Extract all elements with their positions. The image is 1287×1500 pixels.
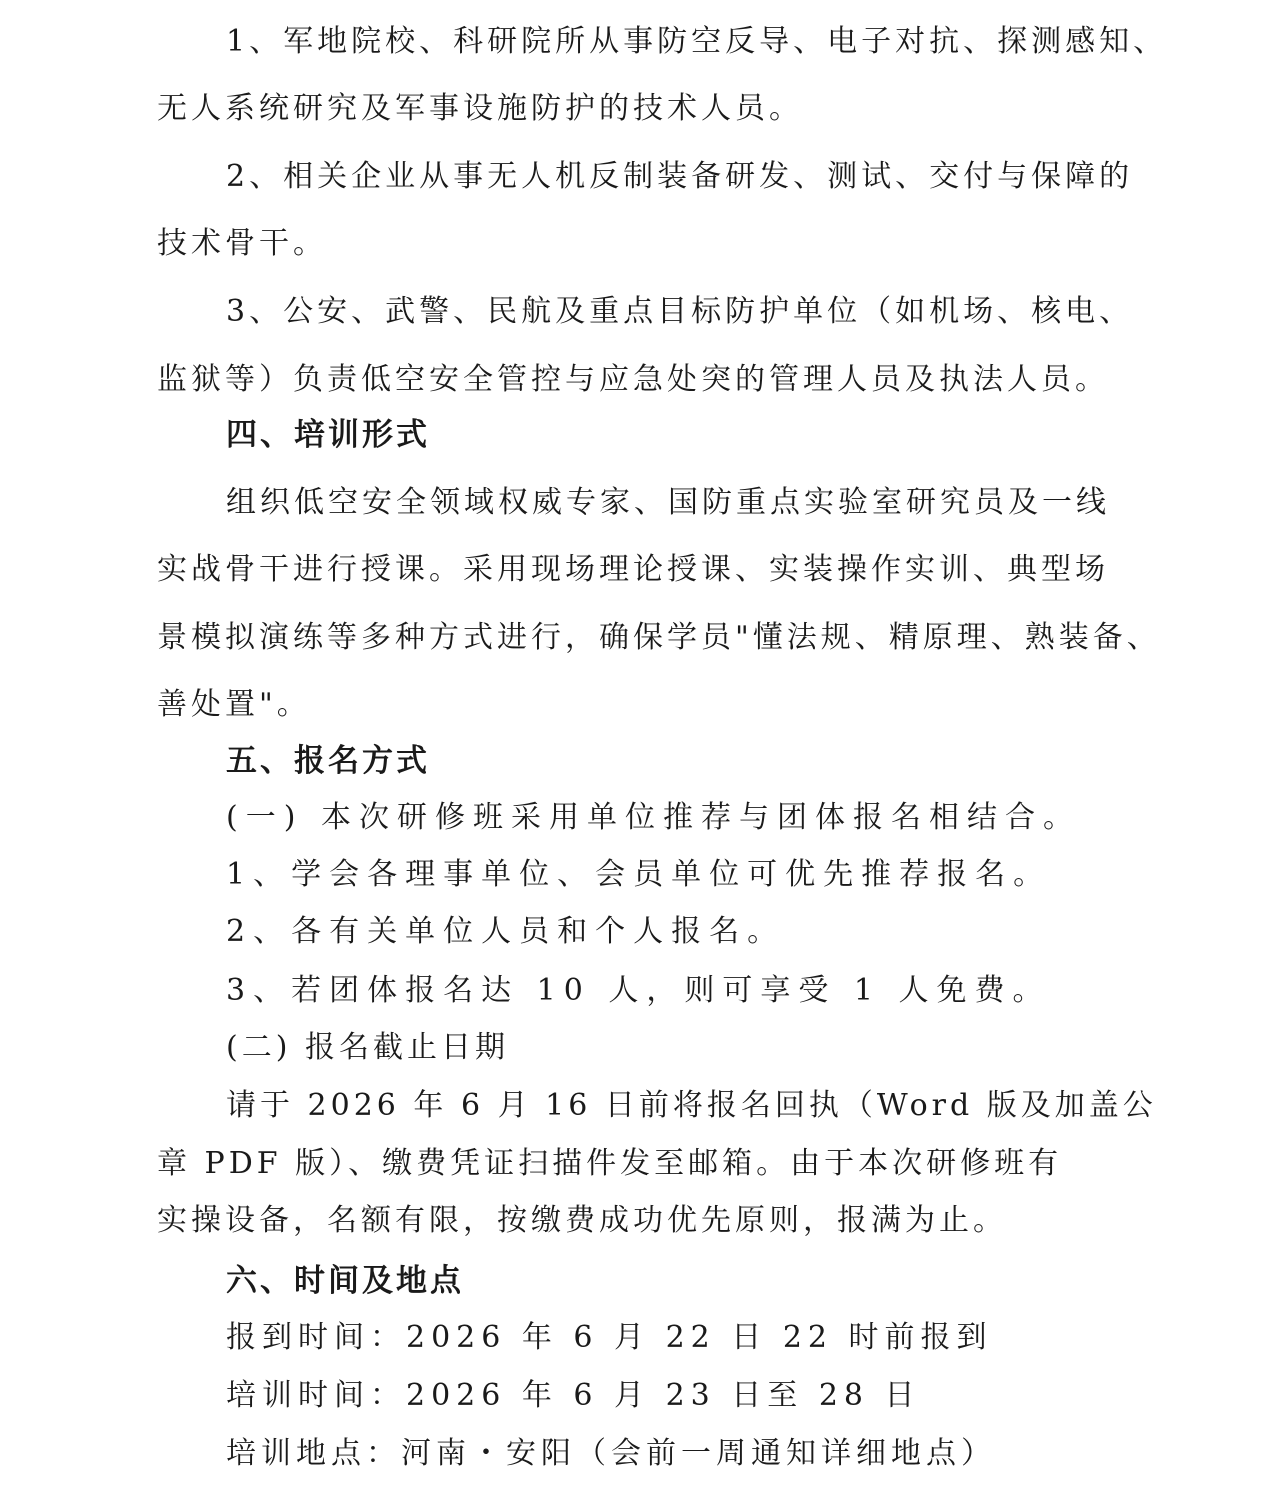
training-format-paragraph-line-4: 善处置"。 bbox=[157, 687, 311, 722]
deadline-paragraph-line-3: 实操设备，名额有限，按缴费成功优先原则，报满为止。 bbox=[157, 1203, 1007, 1238]
target-group-item-1-line-1: 1、军地院校、科研院所从事防空反导、电子对抗、探测感知、 bbox=[226, 24, 1168, 59]
registration-item-1: 1、学会各理事单位、会员单位可优先推荐报名。 bbox=[226, 857, 1052, 892]
target-group-item-3-line-2: 监狱等）负责低空安全管控与应急处突的管理人员及执法人员。 bbox=[157, 362, 1109, 397]
registration-item-2: 2、各有关单位人员和个人报名。 bbox=[226, 914, 786, 949]
registration-item-3: 3、若团体报名达 10 人，则可享受 1 人免费。 bbox=[226, 973, 1051, 1008]
section-heading-training-format: 四、培训形式 bbox=[226, 417, 430, 453]
registration-subsection-2: (二) 报名截止日期 bbox=[226, 1030, 509, 1065]
deadline-paragraph-line-1: 请于 2026 年 6 月 16 日前将报名回执（Word 版及加盖公 bbox=[226, 1088, 1157, 1123]
check-in-time: 报到时间：2026 年 6 月 22 日 22 时前报到 bbox=[226, 1320, 993, 1355]
target-group-item-1-line-2: 无人系统研究及军事设施防护的技术人员。 bbox=[157, 91, 803, 126]
target-group-item-2-line-2: 技术骨干。 bbox=[157, 226, 327, 261]
section-heading-time-location: 六、时间及地点 bbox=[226, 1263, 464, 1299]
target-group-item-2-line-1: 2、相关企业从事无人机反制装备研发、测试、交付与保障的 bbox=[226, 159, 1134, 194]
deadline-paragraph-line-2: 章 PDF 版）、缴费凭证扫描件发至邮箱。由于本次研修班有 bbox=[157, 1146, 1063, 1181]
training-format-paragraph-line-1: 组织低空安全领域权威专家、国防重点实验室研究员及一线 bbox=[226, 485, 1110, 520]
training-format-paragraph-line-3: 景模拟演练等多种方式进行，确保学员"懂法规、精原理、熟装备、 bbox=[157, 620, 1161, 655]
training-location: 培训地点：河南・安阳（会前一周通知详细地点） bbox=[226, 1436, 996, 1471]
section-heading-registration: 五、报名方式 bbox=[226, 743, 430, 779]
training-format-paragraph-line-2: 实战骨干进行授课。采用现场理论授课、实装操作实训、典型场 bbox=[157, 552, 1109, 587]
registration-subsection-1: (一) 本次研修班采用单位推荐与团体报名相结合。 bbox=[226, 800, 1081, 835]
training-time: 培训时间：2026 年 6 月 23 日至 28 日 bbox=[226, 1378, 921, 1413]
target-group-item-3-line-1: 3、公安、武警、民航及重点目标防护单位（如机场、核电、 bbox=[226, 294, 1134, 329]
